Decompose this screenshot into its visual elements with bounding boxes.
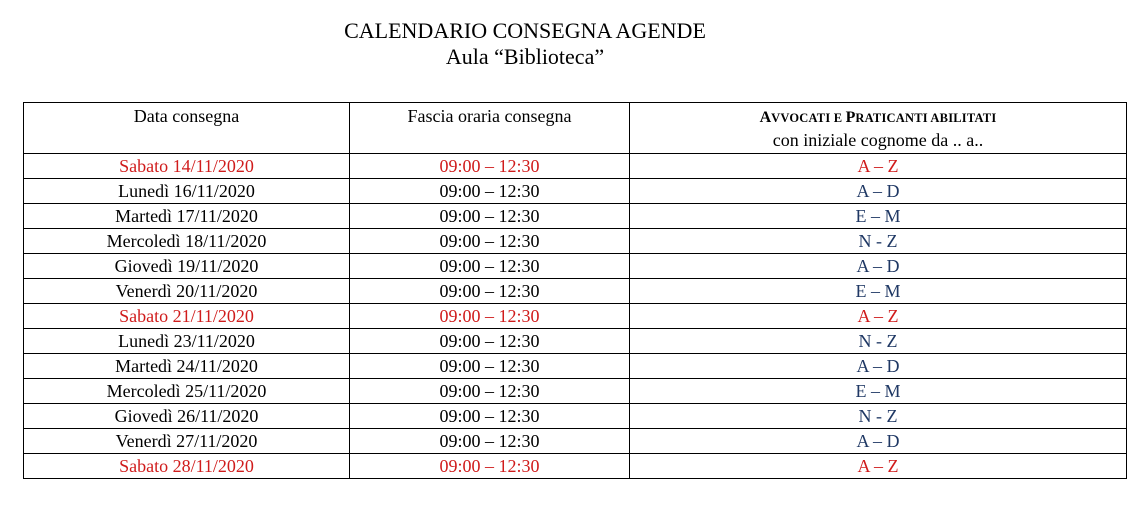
- table-row: [24, 279, 1127, 304]
- surname-range-cell: N - Z: [630, 329, 1127, 354]
- range-title-rest-p: RATICANTI ABILITATI: [855, 111, 997, 125]
- table-row: [24, 304, 1127, 329]
- table-row: [24, 404, 1127, 429]
- date-cell: Giovedì 26/11/2020: [24, 404, 350, 429]
- surname-range-cell: E – M: [630, 379, 1127, 404]
- table-row: [24, 229, 1127, 254]
- surname-range-cell: A – Z: [630, 304, 1127, 329]
- date-cell: Sabato 21/11/2020: [24, 304, 350, 329]
- time-cell: 09:00 – 12:30: [350, 354, 630, 379]
- time-cell: 09:00 – 12:30: [350, 229, 630, 254]
- date-cell: Venerdì 20/11/2020: [24, 279, 350, 304]
- table-body: [24, 154, 1127, 479]
- date-cell: Mercoledì 18/11/2020: [24, 229, 350, 254]
- time-cell: 09:00 – 12:30: [350, 154, 630, 179]
- table-row: [24, 354, 1127, 379]
- time-cell: 09:00 – 12:30: [350, 429, 630, 454]
- column-header-time: Fascia oraria consegna: [350, 103, 630, 154]
- surname-range-cell: N - Z: [630, 229, 1127, 254]
- date-cell: Sabato 14/11/2020: [24, 154, 350, 179]
- column-header-range-title: [630, 105, 1126, 129]
- table-row: [24, 179, 1127, 204]
- date-cell: Lunedì 23/11/2020: [24, 329, 350, 354]
- surname-range-cell: N - Z: [630, 404, 1127, 429]
- date-cell: Martedì 24/11/2020: [24, 354, 350, 379]
- date-cell: Giovedì 19/11/2020: [24, 254, 350, 279]
- time-cell: 09:00 – 12:30: [350, 329, 630, 354]
- table-row: [24, 429, 1127, 454]
- table-row: [24, 379, 1127, 404]
- document-header: [0, 18, 1050, 70]
- time-cell: 09:00 – 12:30: [350, 304, 630, 329]
- time-cell: 09:00 – 12:30: [350, 204, 630, 229]
- document-subtitle: Aula “Biblioteca”: [445, 44, 605, 69]
- column-header-range: [630, 103, 1127, 154]
- date-cell: Mercoledì 25/11/2020: [24, 379, 350, 404]
- date-cell: Sabato 28/11/2020: [24, 454, 350, 479]
- range-title-initial-a: A: [759, 109, 772, 126]
- table-row: [24, 454, 1127, 479]
- surname-range-cell: A – D: [630, 354, 1127, 379]
- range-title-initial-p: P: [845, 109, 856, 126]
- range-title-rest-a: VVOCATI E: [771, 111, 846, 125]
- table-row: [24, 204, 1127, 229]
- time-cell: 09:00 – 12:30: [350, 454, 630, 479]
- time-cell: 09:00 – 12:30: [350, 279, 630, 304]
- delivery-schedule-table: [23, 102, 1127, 479]
- table-header-row: [24, 103, 1127, 154]
- time-cell: 09:00 – 12:30: [350, 254, 630, 279]
- surname-range-cell: E – M: [630, 204, 1127, 229]
- table-row: [24, 329, 1127, 354]
- column-header-date: Data consegna: [24, 103, 350, 154]
- column-header-range-subtitle: con iniziale cognome da .. a..: [772, 130, 984, 150]
- surname-range-cell: A – Z: [630, 454, 1127, 479]
- time-cell: 09:00 – 12:30: [350, 404, 630, 429]
- surname-range-cell: A – D: [630, 179, 1127, 204]
- date-cell: Lunedì 16/11/2020: [24, 179, 350, 204]
- surname-range-cell: A – D: [630, 254, 1127, 279]
- surname-range-cell: A – Z: [630, 154, 1127, 179]
- date-cell: Martedì 17/11/2020: [24, 204, 350, 229]
- time-cell: 09:00 – 12:30: [350, 379, 630, 404]
- time-cell: 09:00 – 12:30: [350, 179, 630, 204]
- date-cell: Venerdì 27/11/2020: [24, 429, 350, 454]
- table-row: [24, 254, 1127, 279]
- surname-range-cell: E – M: [630, 279, 1127, 304]
- document-title: CALENDARIO CONSEGNA AGENDE: [344, 18, 706, 43]
- surname-range-cell: A – D: [630, 429, 1127, 454]
- table-row: [24, 154, 1127, 179]
